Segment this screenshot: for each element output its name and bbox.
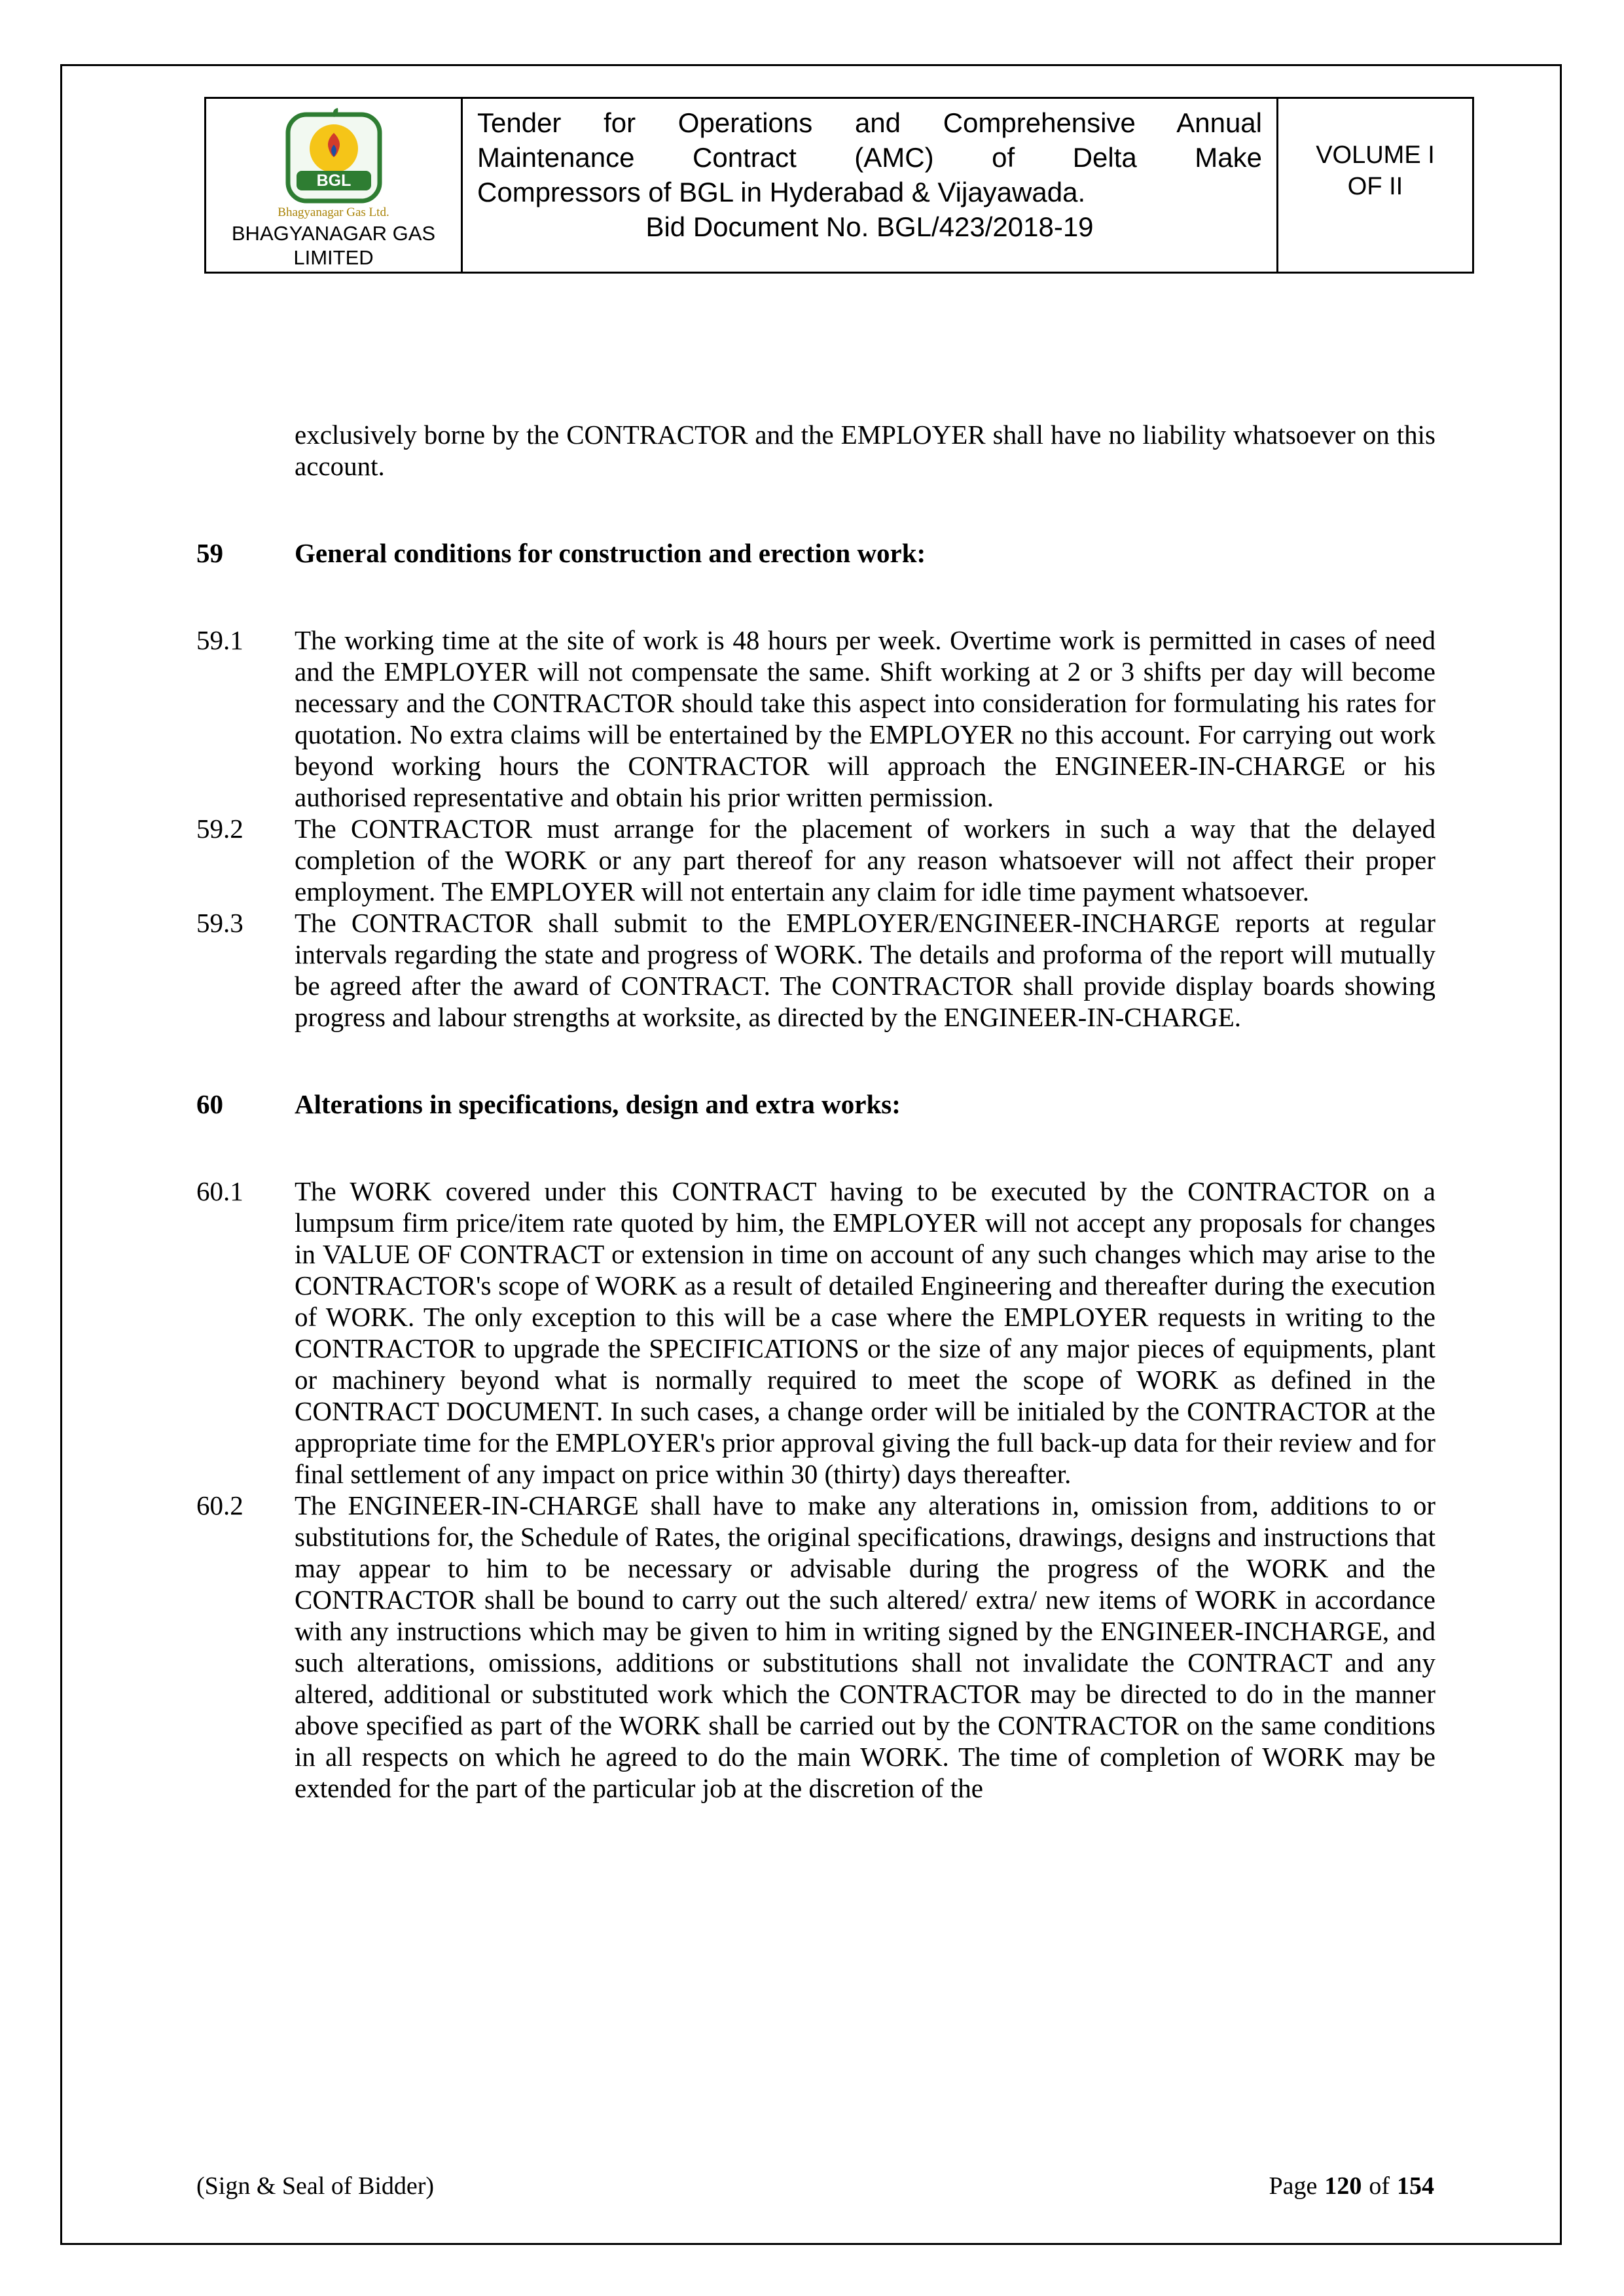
section-heading-text: Alterations in specifications, design and extra works: bbox=[295, 1089, 901, 1119]
paragraph-text: exclusively borne by the CONTRACTOR and the EMPLOYER shall have no liability whatsoever on this account. bbox=[295, 420, 1435, 481]
page-word: Page bbox=[1269, 2172, 1318, 2200]
clause-number: 59.2 bbox=[196, 814, 244, 844]
logo-subtext: Bhagyanagar Gas Ltd. bbox=[278, 206, 389, 219]
paragraph-60-1 bbox=[196, 1175, 1435, 1490]
clause-number: 60.2 bbox=[196, 1490, 244, 1520]
page-total: 154 bbox=[1397, 2172, 1434, 2200]
paragraph-text: The ENGINEER-IN-CHARGE shall have to make any alterations in, omission from, additions to or substitutions for, the Schedule of Rates, the original specifications, drawings, designs and instructions that may appear to him to be necessary or advisable during the progress of the WORK and the CONTRACTOR shall be bound to carry out the such altered/ extra/ new items of WORK in accordance with any instructions which may be given to him in writing signed by the ENGINEER-INCHARGE, and such alterations, omissions, additions or substitutions shall not invalidate the CONTRACT and any altered, additional or substituted work which the CONTRACTOR may be directed to do in the manner above specified as part of the WORK shall be carried out by the CONTRACTOR on the same conditions in all respects on which he agreed to do the main WORK. The time of completion of WORK may be extended for the part of the particular job at the discretion of the bbox=[295, 1490, 1435, 1803]
tender-title-line1: Tender for Operations and Comprehensive Annual bbox=[477, 107, 1262, 138]
sign-seal-note: (Sign & Seal of Bidder) bbox=[196, 2172, 435, 2200]
paragraph-text: The CONTRACTOR shall submit to the EMPLOYER/ENGINEER-INCHARGE reports at regular intervals regarding the state and progress of WORK. The details and proforma of the report will mutually be agreed after the award of CONTRACT. The CONTRACTOR shall provide display boards showing progress and labour strengths at worksite, as directed by the ENGINEER-IN-CHARGE. bbox=[295, 908, 1435, 1032]
volume-label-line2: OF II bbox=[1347, 173, 1403, 200]
paragraph-59-2 bbox=[196, 813, 1435, 907]
company-name-line2: LIMITED bbox=[293, 246, 374, 269]
section-heading-text: General conditions for construction and erection work: bbox=[295, 538, 926, 568]
volume-label-line1: VOLUME I bbox=[1316, 141, 1435, 169]
bid-document-number: Bid Document No. BGL/423/2018-19 bbox=[645, 211, 1094, 242]
tender-title-line2: Maintenance Contract (AMC) of Delta Make bbox=[477, 142, 1262, 173]
tender-title-line3: Compressors of BGL in Hyderabad & Vijayawada. bbox=[477, 177, 1086, 207]
svg-text:BGL: BGL bbox=[316, 171, 351, 190]
clause-number: 59 bbox=[196, 538, 223, 568]
header-logo-cell bbox=[206, 99, 463, 272]
company-name bbox=[232, 221, 435, 270]
clause-number bbox=[196, 419, 295, 482]
paragraph-text: The WORK covered under this CONTRACT having to be executed by the CONTRACTOR on a lumpsum firm price/item rate quoted by him, the EMPLOYER will not accept any proposals for changes in VALUE OF CONTRACT or extension in time on account of any such changes which may arise to the CONTRACTOR's scope of WORK as a result of detailed Engineering and thereafter during the execution of WORK. The only exception to this will be a case where the EMPLOYER requests in writing to the CONTRACTOR to upgrade the SPECIFICATIONS or the size of any major pieces of equipments, plant or machinery beyond what is normally required to meet the scope of WORK as defined in the CONTRACT DOCUMENT. In such cases, a change order will be initialed by the CONTRACTOR at the appropriate time for the EMPLOYER's prior approval giving the full back-up data for their review and for final settlement of any impact on price within 30 (thirty) days thereafter. bbox=[295, 1176, 1435, 1489]
clause-number: 59.3 bbox=[196, 908, 244, 938]
paragraph-continuation bbox=[196, 419, 1435, 482]
paragraph-59-3 bbox=[196, 907, 1435, 1033]
clause-number: 59.1 bbox=[196, 625, 244, 655]
paragraph-60-2 bbox=[196, 1490, 1435, 1804]
section-heading-59 bbox=[196, 537, 1435, 569]
clause-number: 60 bbox=[196, 1089, 223, 1119]
page-current: 120 bbox=[1324, 2172, 1362, 2200]
paragraph-text: The CONTRACTOR must arrange for the placement of workers in such a way that the delayed completion of the WORK or any part thereof for any reason whatsoever will not affect their proper employment. The EMPLOYER will not entertain any claim for idle time payment whatsoever. bbox=[295, 814, 1435, 906]
page-indicator bbox=[1269, 2172, 1434, 2200]
header-table bbox=[204, 97, 1474, 274]
paragraph-text: The working time at the site of work is 48 hours per week. Overtime work is permitted in cases of need and the EMPLOYER will not compensate the same. Shift working at 2 or 3 shifts per day will become necessary and the CONTRACTOR should take this aspect into consideration for formulating his rates for quotation. No extra claims will be entertained by the EMPLOYER no this account. For carrying out work beyond working hours the CONTRACTOR will approach the ENGINEER-IN-CHARGE or his authorised representative and obtain his prior written permission. bbox=[295, 625, 1435, 812]
paragraph-59-1 bbox=[196, 624, 1435, 813]
document-body bbox=[196, 419, 1435, 1804]
clause-number: 60.1 bbox=[196, 1176, 244, 1206]
company-logo-icon bbox=[285, 108, 383, 205]
of-word: of bbox=[1369, 2172, 1390, 2200]
header-volume-cell bbox=[1278, 99, 1472, 272]
page-footer bbox=[196, 2172, 1434, 2200]
section-heading-60 bbox=[196, 1088, 1435, 1120]
header-title-cell bbox=[463, 99, 1278, 272]
company-name-line1: BHAGYANAGAR GAS bbox=[231, 222, 436, 245]
